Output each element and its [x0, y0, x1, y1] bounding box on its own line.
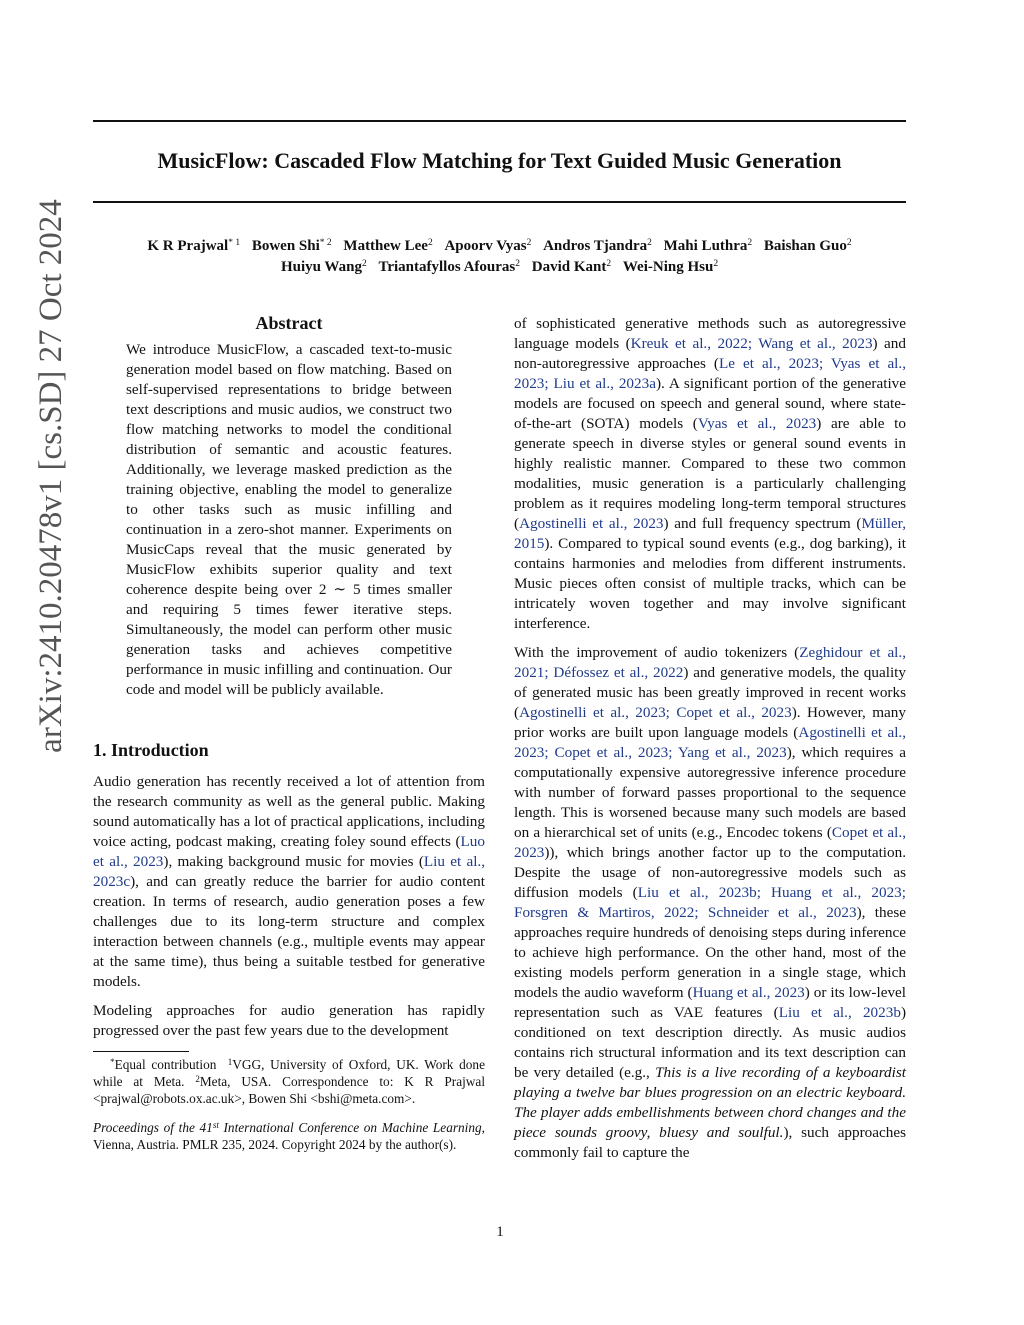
right-column — [514, 314, 906, 1172]
citation-link[interactable]: Huang et al., 2023 — [692, 984, 805, 1001]
page-number: 1 — [496, 1224, 504, 1240]
citation-link[interactable]: Liu et al., 2023c — [93, 853, 486, 890]
text-run: ). Compared to typical sound events (e.g., dog barking), it contains harmonies and melodies from different instruments. Music pieces often consist of multiple tracks, which can be intricately woven together and may involve significant interference. — [514, 535, 906, 632]
quoted-description: This is a live recording of a keyboardist playing a twelve bar blues progression on an electric keyboard. The player adds embellishments between chord changes and the piece sounds groovy, bluesy and soulful. — [514, 1064, 906, 1141]
proceedings-note: Proceedings of the 41st International Conference on Machine Learning, Vienna, Austria. PMLR 235, 2024. Copyright 2024 by the author(s). — [93, 1120, 485, 1152]
title-rule-top — [93, 120, 906, 122]
text-run: of sophisticated generative methods such as autoregressive language models ( — [514, 315, 906, 352]
author-list — [93, 236, 906, 278]
text-run: ). However, many prior works are built upon language models ( — [514, 704, 906, 741]
title-rule-bottom — [93, 201, 906, 203]
citation-link[interactable]: Copet et al., 2023 — [514, 824, 906, 861]
citation-link[interactable]: Vyas et al., 2023 — [697, 415, 817, 432]
citation-link[interactable]: Agostinelli et al., 2023; Copet et al., 2023 — [519, 704, 792, 721]
author: Wei-Ning Hsu$^2$ — [622, 259, 719, 275]
citation-link[interactable]: Liu et al., 2023b; Huang et al., 2023; Forsgren & Martiros, 2022; Schneider et al., 2023 — [514, 884, 906, 921]
paper-title: MusicFlow: Cascaded Flow Matching for Text Guided Music Generation — [157, 148, 842, 173]
footnote-rule — [93, 1051, 189, 1052]
author: David Kant$^2$ — [531, 259, 612, 275]
intro-paragraph-1: Audio generation has recently received a lot of attention from the research community as well as the general public. Making sound automatically has a lot of practical applications, including voice acting, podcast making, creating foley sound effects (Luo et al., 2023), making background music for movies (Liu et al., 2023c), and can greatly reduce the barrier for audio content creation. In terms of research, audio generation poses a few challenges due to its long-term structure and complex interaction between channels (e.g., multiple events may appear at the same time), thus being a suitable testbed for generative models. — [93, 773, 486, 990]
right-paragraph-2 — [514, 643, 906, 1163]
author: Baishan Guo$^2$ — [763, 238, 852, 254]
text-run: ). A significant portion of the generative models are focused on speech and general sound, where state-of-the-art (SOTA) models ( — [514, 375, 906, 432]
text-run: )), which brings another factor up to the computation. Despite the usage of non-autoregressive models such as diffusion models ( — [514, 844, 906, 901]
text-run: ) and non-autoregressive approaches ( — [514, 335, 906, 372]
text-run: ), such approaches commonly fail to capture the — [514, 1124, 906, 1161]
arxiv-stamp: arXiv:2410.20478v1 [cs.SD] 27 Oct 2024 — [33, 199, 69, 753]
author: Triantafyllos Afouras$^2$ — [378, 259, 521, 275]
text-run: ) conditioned on text description directly. As music audios contains rich structural information and its text description can be very detailed (e.g., — [514, 1004, 906, 1081]
citation-link[interactable]: Luo et al., 2023 — [93, 833, 485, 870]
text-run: ), which requires a computationally expensive autoregressive inference procedure with number of forward passes proportional to the sequence length. This is worsened because many such models are based on a hierarchical set of units (e.g., Encodec tokens ( — [514, 744, 906, 841]
citation-link[interactable]: Liu et al., 2023b — [778, 1004, 901, 1021]
author: Bowen Shi$^{* 2}$ — [251, 238, 332, 254]
author: K R Prajwal$^{* 1}$ — [147, 238, 241, 254]
author: Matthew Lee$^2$ — [343, 238, 433, 254]
left-column — [93, 310, 485, 1153]
text-run: ) and full frequency spectrum ( — [663, 515, 862, 532]
section-heading-introduction: 1. Introduction — [93, 740, 209, 760]
text-run: ), these approaches require hundreds of denoising steps during inference to achieve high performance. On the other hand, most of the existing models perform generation in a single stage, which models the audio waveform ( — [514, 904, 907, 1001]
text-run: With the improvement of audio tokenizers ( — [514, 644, 800, 661]
citation-link[interactable]: Müller, 2015 — [514, 515, 906, 552]
citation-link[interactable]: Agostinelli et al., 2023; Copet et al., 2023; Yang et al., 2023 — [514, 724, 907, 761]
text-run: ) or its low-level representation such as VAE features ( — [514, 984, 906, 1021]
intro-paragraph-2: Modeling approaches for audio generation has rapidly progressed over the past few years due to the development — [93, 1002, 485, 1039]
author: Andros Tjandra$^2$ — [543, 238, 652, 254]
citation-link[interactable]: Zeghidour et al., 2021; Défossez et al., 2022 — [514, 644, 906, 681]
text-run: ) are able to generate speech in diverse styles or general sound events in highly realistic manner. Compared to these two common modalities, music generation is a particularly challenging problem as it requires modeling long-term temporal structures ( — [514, 415, 906, 532]
citation-link[interactable]: Kreuk et al., 2022; Wang et al., 2023 — [630, 335, 873, 352]
author: Huiyu Wang$^2$ — [280, 259, 367, 275]
author: Apoorv Vyas$^2$ — [444, 238, 532, 254]
citation-link[interactable]: Agostinelli et al., 2023 — [519, 515, 664, 532]
abstract-heading: Abstract — [255, 313, 323, 333]
footnote: *Equal contribution $^1$VGG, University of Oxford, UK. Work done while at Meta. $^2$Meta, USA. Correspondence to: K R Prajwal <prajwal@robots.ox.ac.uk>, Bowen Shi <bshi@meta.com>. — [93, 1057, 486, 1106]
right-paragraph-1 — [514, 314, 906, 634]
text-run: ) and generative models, the quality of generated music has been greatly improved in recent works ( — [514, 664, 906, 721]
abstract-text: We introduce MusicFlow, a cascaded text-to-music generation model based on flow matching. Based on self-supervised representations to bridge between text descriptions and music audios, we construct two flow matching networks to model the conditional distribution of semantic and acoustic features. Additionally, we leverage masked prediction as the training objective, enabling the model to generalize to other tasks such as music infilling and continuation in a zero-shot manner. Experiments on MusicCaps reveal that the music generated by MusicFlow exhibits superior quality and text coherence despite being over 2 ∼ 5 times smaller and requiring 5 times fewer iterative steps. Simultaneously, the model can perform other music generation tasks and achieves competitive performance in music infilling and continuation. Our code and model will be publicly available. — [126, 341, 452, 698]
author: Mahi Luthra$^2$ — [663, 238, 753, 254]
citation-link[interactable]: Le et al., 2023; Vyas et al., 2023; Liu et al., 2023a — [514, 355, 906, 392]
